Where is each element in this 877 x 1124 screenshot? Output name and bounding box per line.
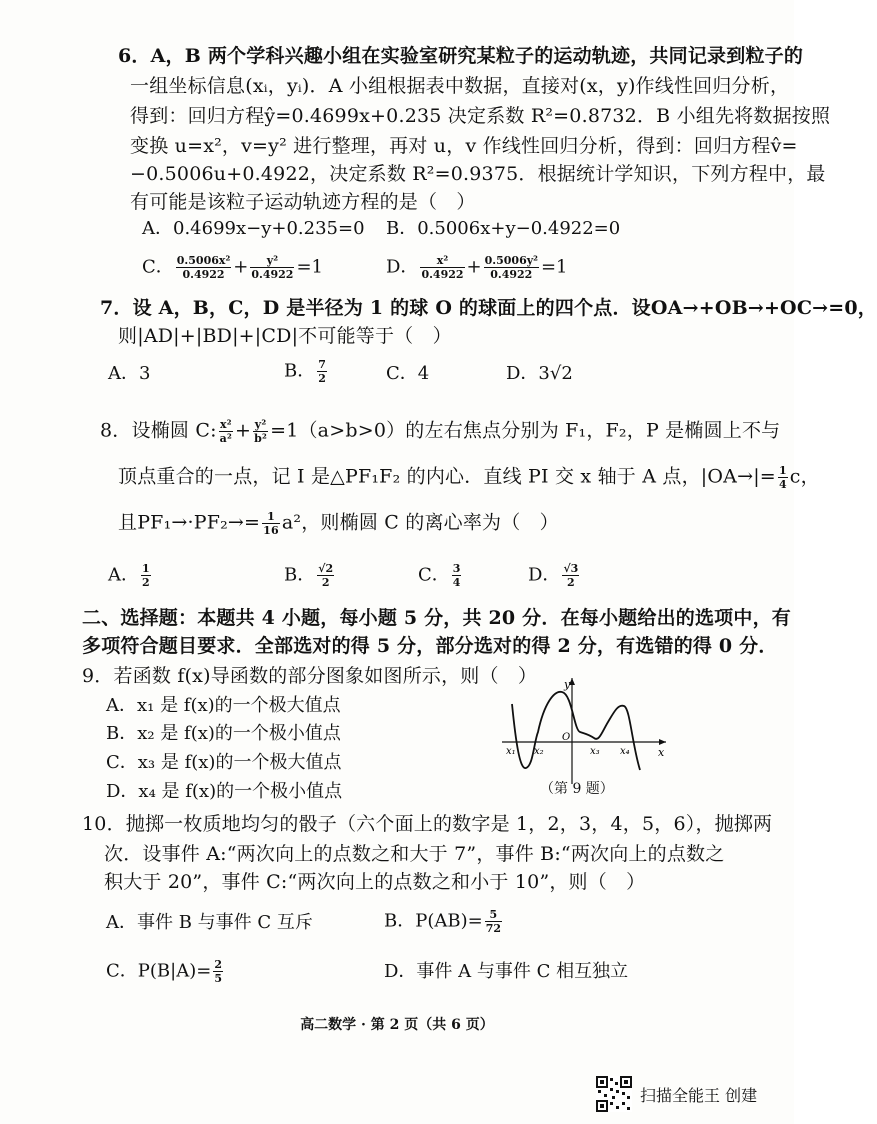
denominator: 2 xyxy=(318,372,326,385)
numerator: √2 xyxy=(318,562,334,575)
denominator: 5 xyxy=(214,972,222,985)
q6-line-6: 有可能是该粒子运动轨迹方程的是（ ） xyxy=(130,191,476,213)
fraction xyxy=(250,254,294,281)
equals-one: =1 xyxy=(540,256,568,278)
q6-line-1: 6．A，B 两个学科兴趣小组在实验室研究某粒子的运动轨迹，共同记录到粒子的 xyxy=(118,45,804,67)
q6-option-c xyxy=(142,254,323,281)
fraction xyxy=(420,254,464,281)
fraction xyxy=(262,510,280,537)
denominator: 0.4922 xyxy=(421,268,464,281)
numerator: y² xyxy=(250,254,294,268)
q7-line-2: 则|AD|+|BD|+|CD|不可能等于（ ） xyxy=(118,325,452,347)
q8-line2-text: 顶点重合的一点，记 I 是△PF₁F₂ 的内心．直线 PI 交 x 轴于 A 点，|OA→|= xyxy=(118,465,776,488)
q9-stem: 9．若函数 f(x)导函数的部分图象如图所示，则（ ） xyxy=(82,665,538,687)
denominator: 4 xyxy=(452,576,461,589)
numerator: x² xyxy=(420,254,464,268)
q8-line-1 xyxy=(100,418,780,445)
q10-option-c xyxy=(106,958,225,985)
numerator: 0.5006y² xyxy=(484,254,538,267)
section-2-heading-1: 二、选择题：本题共 4 小题，每小题 5 分，共 20 分．在每小题给出的选项中，有 xyxy=(82,607,791,629)
option-label: C． xyxy=(418,564,450,586)
q9-option-a: A．x₁ 是 f(x)的一个极大值点 xyxy=(106,695,341,716)
equals-one: =1 xyxy=(296,256,324,278)
fraction xyxy=(317,562,334,589)
fraction xyxy=(176,254,231,281)
option-label: D． xyxy=(528,564,561,586)
fraction xyxy=(452,562,462,589)
numerator: 1 xyxy=(262,510,280,524)
q8-line3-text: 且PF₁→·PF₂→= xyxy=(118,511,261,534)
option-label: B． xyxy=(284,360,316,382)
q7-option-c: C．4 xyxy=(386,363,430,384)
q7-option-a: A．3 xyxy=(108,363,151,384)
fraction xyxy=(253,418,268,445)
section-2-heading-2: 多项符合题目要求．全部选对的得 5 分，部分选对的得 2 分，有选错的得 0 分． xyxy=(82,635,778,657)
numerator: y² xyxy=(254,418,267,431)
q6-line-2: 一组坐标信息(xᵢ，yᵢ)．A 小组根据表中数据，直接对(x，y)作线性回归分析， xyxy=(130,75,790,97)
denominator: 16 xyxy=(263,524,279,537)
numerator: √3 xyxy=(563,562,579,575)
option-text: B．P(AB)= xyxy=(384,910,483,932)
derivative-graph xyxy=(500,674,670,788)
q6-option-a: A．0.4699x−y+0.235=0 xyxy=(142,218,365,239)
plus-sign: + xyxy=(235,419,252,442)
denominator: b² xyxy=(254,432,268,445)
qr-code-icon xyxy=(596,1076,632,1112)
denominator: 0.4922 xyxy=(490,268,533,281)
numerator: 1 xyxy=(778,464,787,477)
q9-option-d: D．x₄ 是 f(x)的一个极小值点 xyxy=(106,781,343,802)
q8-line3-end: a²，则椭圆 C 的离心率为（ ） xyxy=(281,511,559,534)
q7-option-d: D．3√2 xyxy=(506,363,573,384)
q8-prefix: 8．设椭圆 C: xyxy=(100,419,217,442)
denominator: 2 xyxy=(321,576,330,589)
denominator: 2 xyxy=(567,576,575,589)
numerator: x² xyxy=(219,418,232,431)
option-label: B． xyxy=(284,564,316,586)
x1-label: x₁ xyxy=(506,746,516,757)
numerator: 2 xyxy=(214,958,222,971)
q6-line-3: 得到：回归方程ŷ=0.4699x+0.235 决定系数 R²=0.8732．B 小组先将数据按照 xyxy=(130,105,831,127)
q10-line-1: 10．抛掷一枚质地均匀的骰子（六个面上的数字是 1，2，3，4，5，6），抛掷两 xyxy=(82,813,773,835)
numerator: 5 xyxy=(485,908,502,922)
q7-line-1: 7．设 A，B，C，D 是半径为 1 的球 O 的球面上的四个点．设OA→+OB→+OC→=0， xyxy=(100,297,877,319)
fraction xyxy=(141,562,151,589)
page-footer: 高二数学 · 第 2 页（共 6 页） xyxy=(300,1017,494,1033)
denominator: a² xyxy=(219,432,233,445)
q10-option-a: A．事件 B 与事件 C 互斥 xyxy=(106,912,313,933)
option-label: D． xyxy=(386,256,419,278)
fraction xyxy=(485,908,502,935)
q8-line-3 xyxy=(118,510,559,537)
numerator: 3 xyxy=(452,562,461,575)
q7-option-b xyxy=(284,358,329,385)
fraction xyxy=(562,562,579,589)
q8-option-c xyxy=(418,562,463,589)
denominator: 72 xyxy=(485,922,502,935)
option-label: A． xyxy=(108,564,139,586)
fraction xyxy=(317,358,327,385)
fraction xyxy=(484,254,539,281)
option-label: C． xyxy=(142,256,174,278)
fraction xyxy=(219,418,233,445)
x2-label: x₂ xyxy=(534,746,544,757)
y-label: y xyxy=(564,678,571,691)
numerator: 7 xyxy=(318,358,326,371)
denominator: 2 xyxy=(142,576,150,589)
q10-option-b xyxy=(384,908,504,935)
option-text: C．P(B|A)= xyxy=(106,960,212,982)
q10-line-2: 次．设事件 A:“两次向上的点数之和大于 7”，事件 B:“两次向上的点数之 xyxy=(104,843,725,865)
numerator: 0.5006x² xyxy=(176,254,231,267)
q6-option-d xyxy=(386,254,568,281)
plus-sign: + xyxy=(233,256,249,278)
q8-line2-end: c， xyxy=(789,465,820,488)
fraction xyxy=(778,464,788,491)
figure-caption: （第 9 题） xyxy=(540,781,614,797)
denominator: 0.4922 xyxy=(182,268,225,281)
q9-option-c: C．x₃ 是 f(x)的一个极大值点 xyxy=(106,752,342,773)
x3-label: x₃ xyxy=(590,746,600,757)
q8-option-a xyxy=(108,562,153,589)
x-label: x xyxy=(658,746,665,759)
q6-line-4: 变换 u=x²，v=y² 进行整理，再对 u，v 作线性回归分析，得到：回归方程v̂= xyxy=(130,135,798,157)
derivative-curve xyxy=(512,692,640,770)
q6-option-b: B．0.5006x+y−0.4922=0 xyxy=(386,218,621,239)
q10-option-d: D．事件 A 与事件 C 相互独立 xyxy=(384,961,629,982)
q10-line-3: 积大于 20”，事件 C:“两次向上的点数之和小于 10”，则（ ） xyxy=(104,871,646,893)
q8-suffix: =1（a>b>0）的左右焦点分别为 F₁，F₂，P 是椭圆上不与 xyxy=(270,419,781,442)
numerator: 1 xyxy=(142,562,150,575)
scanner-watermark xyxy=(596,1076,757,1112)
x-axis-arrow xyxy=(659,739,666,745)
fraction xyxy=(213,958,223,985)
q6-line-5: −0.5006u+0.4922，决定系数 R²=0.9375．根据统计学知识，下列方程中，最 xyxy=(130,163,826,185)
denominator: 0.4922 xyxy=(251,268,294,281)
q8-line-2 xyxy=(118,464,820,491)
q9-option-b: B．x₂ 是 f(x)的一个极小值点 xyxy=(106,723,341,744)
denominator: 4 xyxy=(778,478,787,491)
q8-option-d xyxy=(528,562,581,589)
q8-option-b xyxy=(284,562,336,589)
plus-sign: + xyxy=(466,256,482,278)
x4-label: x₄ xyxy=(620,746,630,757)
scanner-label: 扫描全能王 创建 xyxy=(640,1085,758,1105)
origin-label: O xyxy=(562,732,571,743)
